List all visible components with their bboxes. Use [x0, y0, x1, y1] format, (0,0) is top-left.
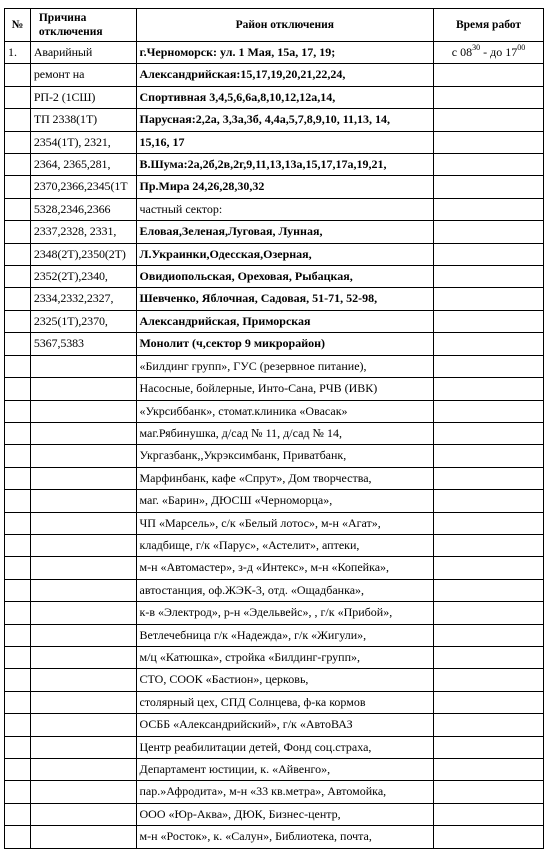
row-number-cell: 1.	[5, 42, 31, 64]
row-number-cell	[5, 154, 31, 176]
row-number-cell	[5, 490, 31, 512]
table-row	[5, 355, 544, 377]
area-cell: кладбище, г/к «Парус», «Астелит», аптеки,	[136, 534, 434, 556]
time-cell	[434, 646, 544, 668]
row-number-cell	[5, 176, 31, 198]
time-superscript: 00	[517, 43, 526, 52]
row-number-cell	[5, 714, 31, 736]
table-row	[5, 803, 544, 825]
table-row	[5, 198, 544, 220]
row-number-cell	[5, 86, 31, 108]
table-row	[5, 714, 544, 736]
row-number-cell	[5, 781, 31, 803]
time-cell	[434, 131, 544, 153]
time-cell	[434, 64, 544, 86]
reason-cell	[30, 714, 136, 736]
row-number-cell	[5, 646, 31, 668]
area-cell: ООО «Юр-Аква», ДЮК, Бизнес-центр,	[136, 803, 434, 825]
reason-cell	[30, 378, 136, 400]
row-number-cell	[5, 445, 31, 467]
column-header-time: Время работ	[434, 9, 544, 42]
area-cell: Парусная:2,2а, 3,3а,3б, 4,4а,5,7,8,9,10, 11,13, 14,	[136, 109, 434, 131]
area-cell: Ветлечебница г/к «Надежда», г/к «Жигули»,	[136, 624, 434, 646]
area-cell: м-н «Автомастер», з-д «Интекс», м-н «Копейка»,	[136, 557, 434, 579]
table-body	[5, 42, 544, 849]
time-cell	[434, 378, 544, 400]
time-cell	[434, 288, 544, 310]
row-number-cell	[5, 803, 31, 825]
area-cell: СТО, СООК «Бастион», церковь,	[136, 669, 434, 691]
time-cell	[434, 86, 544, 108]
reason-cell: ремонт на	[30, 64, 136, 86]
row-number-cell	[5, 512, 31, 534]
reason-cell: 2337,2328, 2331,	[30, 221, 136, 243]
table-row	[5, 333, 544, 355]
reason-cell	[30, 512, 136, 534]
row-number-cell	[5, 288, 31, 310]
table-row	[5, 490, 544, 512]
row-number-cell	[5, 198, 31, 220]
row-number-cell	[5, 243, 31, 265]
area-cell: Еловая,Зеленая,Луговая, Лунная,	[136, 221, 434, 243]
table-row	[5, 579, 544, 601]
row-number-cell	[5, 131, 31, 153]
time-cell	[434, 669, 544, 691]
area-cell: маг. «Барин», ДЮСШ «Черноморца»,	[136, 490, 434, 512]
table-row	[5, 310, 544, 332]
reason-cell: Аварийный	[30, 42, 136, 64]
time-cell	[434, 422, 544, 444]
row-number-cell	[5, 602, 31, 624]
area-cell: м/ц «Катюшка», стройка «Билдинг-групп»,	[136, 646, 434, 668]
time-text: - до 17	[480, 45, 518, 59]
time-cell	[434, 154, 544, 176]
time-cell	[434, 826, 544, 848]
table-row	[5, 109, 544, 131]
time-cell	[434, 176, 544, 198]
area-cell: пар.»Афродита», м-н «33 кв.метра», Автомойка,	[136, 781, 434, 803]
reason-cell	[30, 400, 136, 422]
area-cell: Насосные, бойлерные, Инто-Сана, РЧВ (ИВК)	[136, 378, 434, 400]
time-cell	[434, 557, 544, 579]
column-header-reason: Причина отключения	[30, 9, 136, 42]
row-number-cell	[5, 400, 31, 422]
reason-cell	[30, 557, 136, 579]
time-cell	[434, 355, 544, 377]
reason-cell	[30, 736, 136, 758]
area-cell: Л.Украинки,Одесская,Озерная,	[136, 243, 434, 265]
table-row	[5, 467, 544, 489]
row-number-cell	[5, 826, 31, 848]
time-superscript: 30	[472, 43, 481, 52]
table-row	[5, 736, 544, 758]
reason-cell	[30, 691, 136, 713]
row-number-cell	[5, 310, 31, 332]
outage-document	[4, 8, 544, 844]
area-cell: Александрийская:15,17,19,20,21,22,24,	[136, 64, 434, 86]
time-cell	[434, 445, 544, 467]
area-cell: В.Шума:2а,2б,2в,2г,9,11,13,13а,15,17,17а,19,21,	[136, 154, 434, 176]
time-cell	[434, 534, 544, 556]
table-row	[5, 221, 544, 243]
area-cell: Овидиопольская, Ореховая, Рыбацкая,	[136, 266, 434, 288]
area-cell: к-в «Электрод», р-н «Эдельвейс», , г/к «Прибой»,	[136, 602, 434, 624]
column-header-number: №	[5, 9, 31, 42]
row-number-cell	[5, 669, 31, 691]
area-cell: «Билдинг групп», ГУС (резервное питание),	[136, 355, 434, 377]
time-cell	[434, 243, 544, 265]
table-row	[5, 400, 544, 422]
time-cell	[434, 624, 544, 646]
table-row	[5, 759, 544, 781]
area-cell: Пр.Мира 24,26,28,30,32	[136, 176, 434, 198]
area-cell: ОСББ «Александрийский», г/к «АвтоВАЗ	[136, 714, 434, 736]
area-cell: Монолит (ч,сектор 9 микрорайон)	[136, 333, 434, 355]
row-number-cell	[5, 691, 31, 713]
reason-cell	[30, 759, 136, 781]
time-cell	[434, 714, 544, 736]
table-row	[5, 826, 544, 848]
table-row	[5, 86, 544, 108]
time-cell	[434, 467, 544, 489]
table-row	[5, 646, 544, 668]
reason-cell	[30, 467, 136, 489]
table-row	[5, 512, 544, 534]
reason-cell	[30, 646, 136, 668]
row-number-cell	[5, 333, 31, 355]
time-cell	[434, 579, 544, 601]
reason-cell: 2325(1Т),2370,	[30, 310, 136, 332]
row-number-cell	[5, 467, 31, 489]
area-cell: Марфинбанк, кафе «Спрут», Дом творчества,	[136, 467, 434, 489]
time-cell	[434, 512, 544, 534]
reason-cell: 5328,2346,2366	[30, 198, 136, 220]
reason-cell: 5367,5383	[30, 333, 136, 355]
time-cell	[434, 333, 544, 355]
time-cell	[434, 400, 544, 422]
row-number-cell	[5, 109, 31, 131]
table-row	[5, 266, 544, 288]
area-cell: Центр реабилитации детей, Фонд соц.страха,	[136, 736, 434, 758]
outage-table	[4, 8, 544, 849]
reason-cell	[30, 826, 136, 848]
reason-cell	[30, 355, 136, 377]
time-cell	[434, 42, 544, 64]
row-number-cell	[5, 534, 31, 556]
area-cell: ЧП «Марсель», с/к «Белый лотос», м-н «Агат»,	[136, 512, 434, 534]
reason-cell	[30, 422, 136, 444]
table-row	[5, 602, 544, 624]
reason-cell: РП-2 (1СШ)	[30, 86, 136, 108]
row-number-cell	[5, 355, 31, 377]
row-number-cell	[5, 579, 31, 601]
reason-cell	[30, 579, 136, 601]
table-row	[5, 378, 544, 400]
reason-cell	[30, 669, 136, 691]
area-cell: автостанция, оф.ЖЭК-3, отд. «Ощадбанка»,	[136, 579, 434, 601]
reason-cell	[30, 534, 136, 556]
row-number-cell	[5, 422, 31, 444]
area-cell: маг.Рябинушка, д/сад № 11, д/сад № 14,	[136, 422, 434, 444]
table-header-row	[5, 9, 544, 42]
row-number-cell	[5, 557, 31, 579]
time-cell	[434, 490, 544, 512]
reason-cell	[30, 803, 136, 825]
area-cell: столярный цех, СПД Солнцева, ф-ка кормов	[136, 691, 434, 713]
reason-cell: ТП 2338(1Т)	[30, 109, 136, 131]
table-row	[5, 243, 544, 265]
area-cell: Спортивная 3,4,5,6,6а,8,10,12,12а,14,	[136, 86, 434, 108]
time-text: с 08	[451, 45, 473, 59]
time-cell	[434, 691, 544, 713]
reason-cell: 2334,2332,2327,	[30, 288, 136, 310]
time-cell	[434, 602, 544, 624]
time-cell	[434, 736, 544, 758]
reason-cell	[30, 490, 136, 512]
time-cell	[434, 781, 544, 803]
area-cell: Александрийская, Приморская	[136, 310, 434, 332]
time-cell	[434, 803, 544, 825]
area-cell: м-н «Росток», к. «Салун», Библиотека, почта,	[136, 826, 434, 848]
time-cell	[434, 759, 544, 781]
table-row	[5, 42, 544, 64]
time-cell	[434, 266, 544, 288]
table-row	[5, 534, 544, 556]
time-cell	[434, 310, 544, 332]
table-row	[5, 624, 544, 646]
time-cell	[434, 109, 544, 131]
reason-cell: 2354(1Т), 2321,	[30, 131, 136, 153]
table-row	[5, 288, 544, 310]
row-number-cell	[5, 64, 31, 86]
table-row	[5, 154, 544, 176]
area-cell: Укргазбанк,,Укрэксимбанк, Приватбанк,	[136, 445, 434, 467]
reason-cell: 2370,2366,2345(1Т	[30, 176, 136, 198]
row-number-cell	[5, 736, 31, 758]
area-cell: частный сектор:	[136, 198, 434, 220]
table-row	[5, 781, 544, 803]
reason-cell: 2352(2Т),2340,	[30, 266, 136, 288]
area-cell: Департамент юстиции, к. «Айвенго»,	[136, 759, 434, 781]
table-row	[5, 64, 544, 86]
time-cell	[434, 221, 544, 243]
reason-cell	[30, 781, 136, 803]
row-number-cell	[5, 624, 31, 646]
table-row	[5, 422, 544, 444]
row-number-cell	[5, 221, 31, 243]
area-cell: г.Черноморск: ул. 1 Мая, 15а, 17, 19;	[136, 42, 434, 64]
reason-cell	[30, 602, 136, 624]
reason-cell	[30, 624, 136, 646]
time-cell	[434, 198, 544, 220]
table-row	[5, 445, 544, 467]
reason-cell: 2364, 2365,281,	[30, 154, 136, 176]
area-cell: «Укрсиббанк», стомат.клиника «Овасак»	[136, 400, 434, 422]
row-number-cell	[5, 759, 31, 781]
reason-cell	[30, 445, 136, 467]
table-row	[5, 176, 544, 198]
area-cell: Шевченко, Яблочная, Садовая, 51-71, 52-98,	[136, 288, 434, 310]
row-number-cell	[5, 266, 31, 288]
table-row	[5, 669, 544, 691]
row-number-cell	[5, 378, 31, 400]
column-header-area: Район отключения	[136, 9, 434, 42]
table-row	[5, 557, 544, 579]
reason-cell: 2348(2Т),2350(2Т)	[30, 243, 136, 265]
table-row	[5, 691, 544, 713]
area-cell: 15,16, 17	[136, 131, 434, 153]
table-row	[5, 131, 544, 153]
